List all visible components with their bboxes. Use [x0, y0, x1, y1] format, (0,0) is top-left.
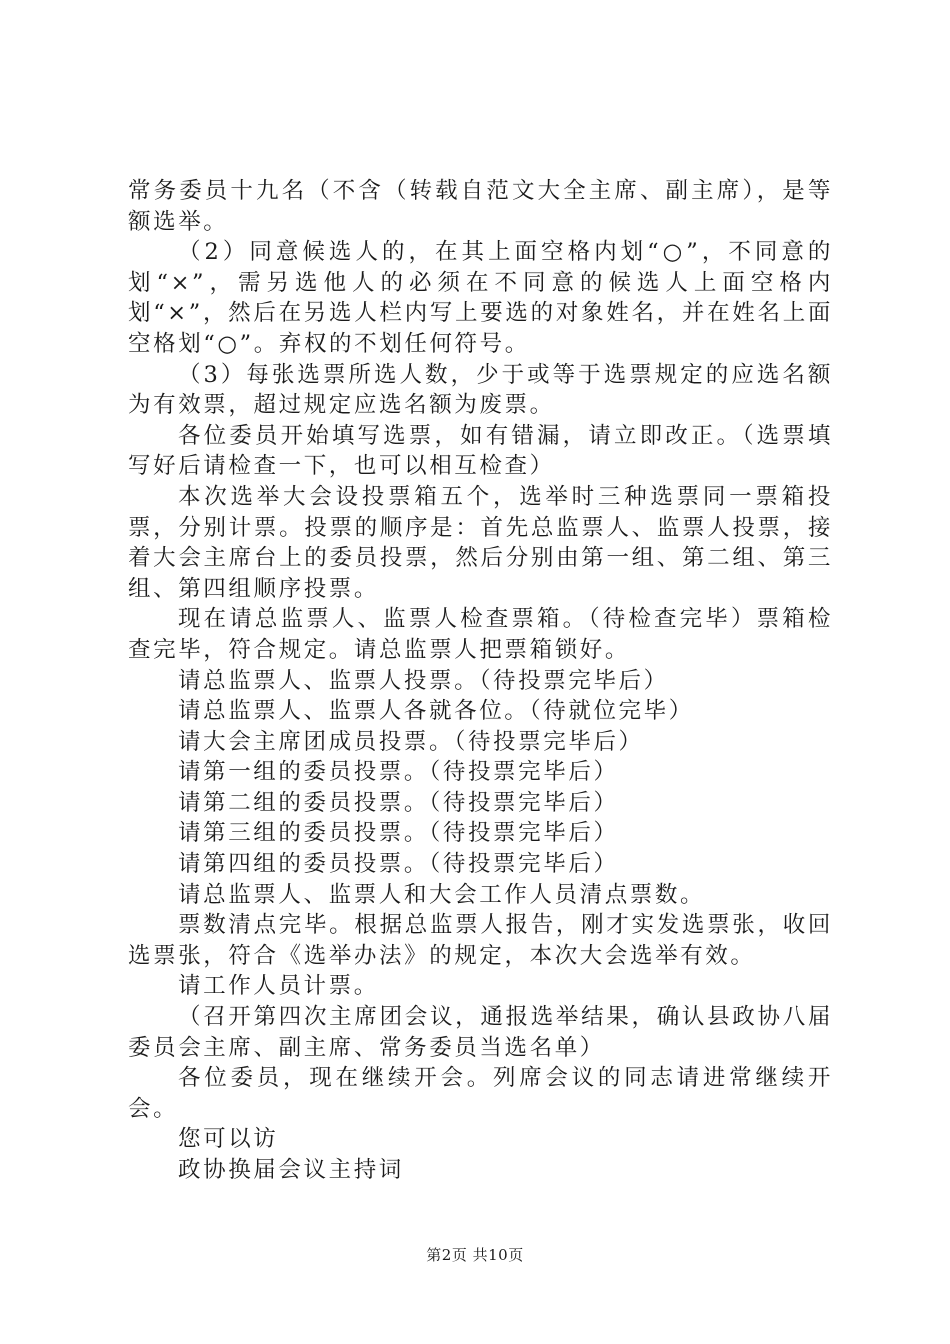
paragraph: 请第四组的委员投票。（待投票完毕后） [178, 851, 619, 878]
page-number-footer: 第2页 共10页 [426, 1246, 524, 1264]
paragraph: 现在请总监票人、监票人检查票箱。（待检查完毕）票箱检查完毕，符合规定。请总监票人把票箱锁好。 [128, 606, 833, 663]
paragraph: 请第一组的委员投票。（待投票完毕后） [178, 759, 619, 786]
paragraph: 请总监票人、监票人和大会工作人员清点票数。 [178, 881, 706, 908]
paragraph: 票数清点完毕。根据总监票人报告，刚才实发选票张，收回选票张，符合《选举办法》的规定，本次大会选举有效。 [128, 912, 833, 969]
paragraph: 各位委员开始填写选票，如有错漏，请立即改正。（选票填写好后请检查一下，也可以相互检查） [128, 422, 833, 480]
document-body [128, 176, 833, 1186]
paragraph: （召开第四次主席团会议，通报选举结果，确认县政协八届委员会主席、副主席、常务委员当选名单） [128, 1004, 833, 1061]
paragraph: 请大会主席团成员投票。（待投票完毕后） [178, 728, 644, 755]
paragraph: 请总监票人、监票人各就各位。（待就位完毕） [178, 698, 694, 725]
paragraph: （3）每张选票所选人数，少于或等于选票规定的应选名额为有效票，超过规定应选名额为废票。 [128, 361, 833, 419]
paragraph: 常务委员十九名（不含（转载自范文大全主席、副主席），是等额选举。 [128, 178, 833, 235]
paragraph: 您可以访 [178, 1126, 279, 1153]
paragraph: （2）同意候选人的，在其上面空格内划“○”，不同意的划“×”，需另选他人的必须在不同意的候选人上面空格内划“×”，然后在另选人栏内写上要选的对象姓名，并在姓名上面空格划“○”。弃权的不划任何符号。 [128, 239, 833, 357]
paragraph: 请工作人员计票。 [178, 973, 379, 1000]
paragraph: 各位委员，现在继续开会。列席会议的同志请进常继续开会。 [128, 1065, 833, 1122]
paragraph: 政协换届会议主持词 [178, 1157, 404, 1183]
paragraph: 本次选举大会设投票箱五个，选举时三种选票同一票箱投票，分别计票。投票的顺序是：首先总监票人、监票人投票，接着大会主席台上的委员投票，然后分别由第一组、第二组、第三组、第四组顺序投票。 [128, 483, 833, 602]
paragraph: 请第二组的委员投票。（待投票完毕后） [178, 789, 619, 816]
paragraph: 请第三组的委员投票。（待投票完毕后） [178, 820, 619, 847]
paragraph: 请总监票人、监票人投票。（待投票完毕后） [178, 667, 669, 694]
